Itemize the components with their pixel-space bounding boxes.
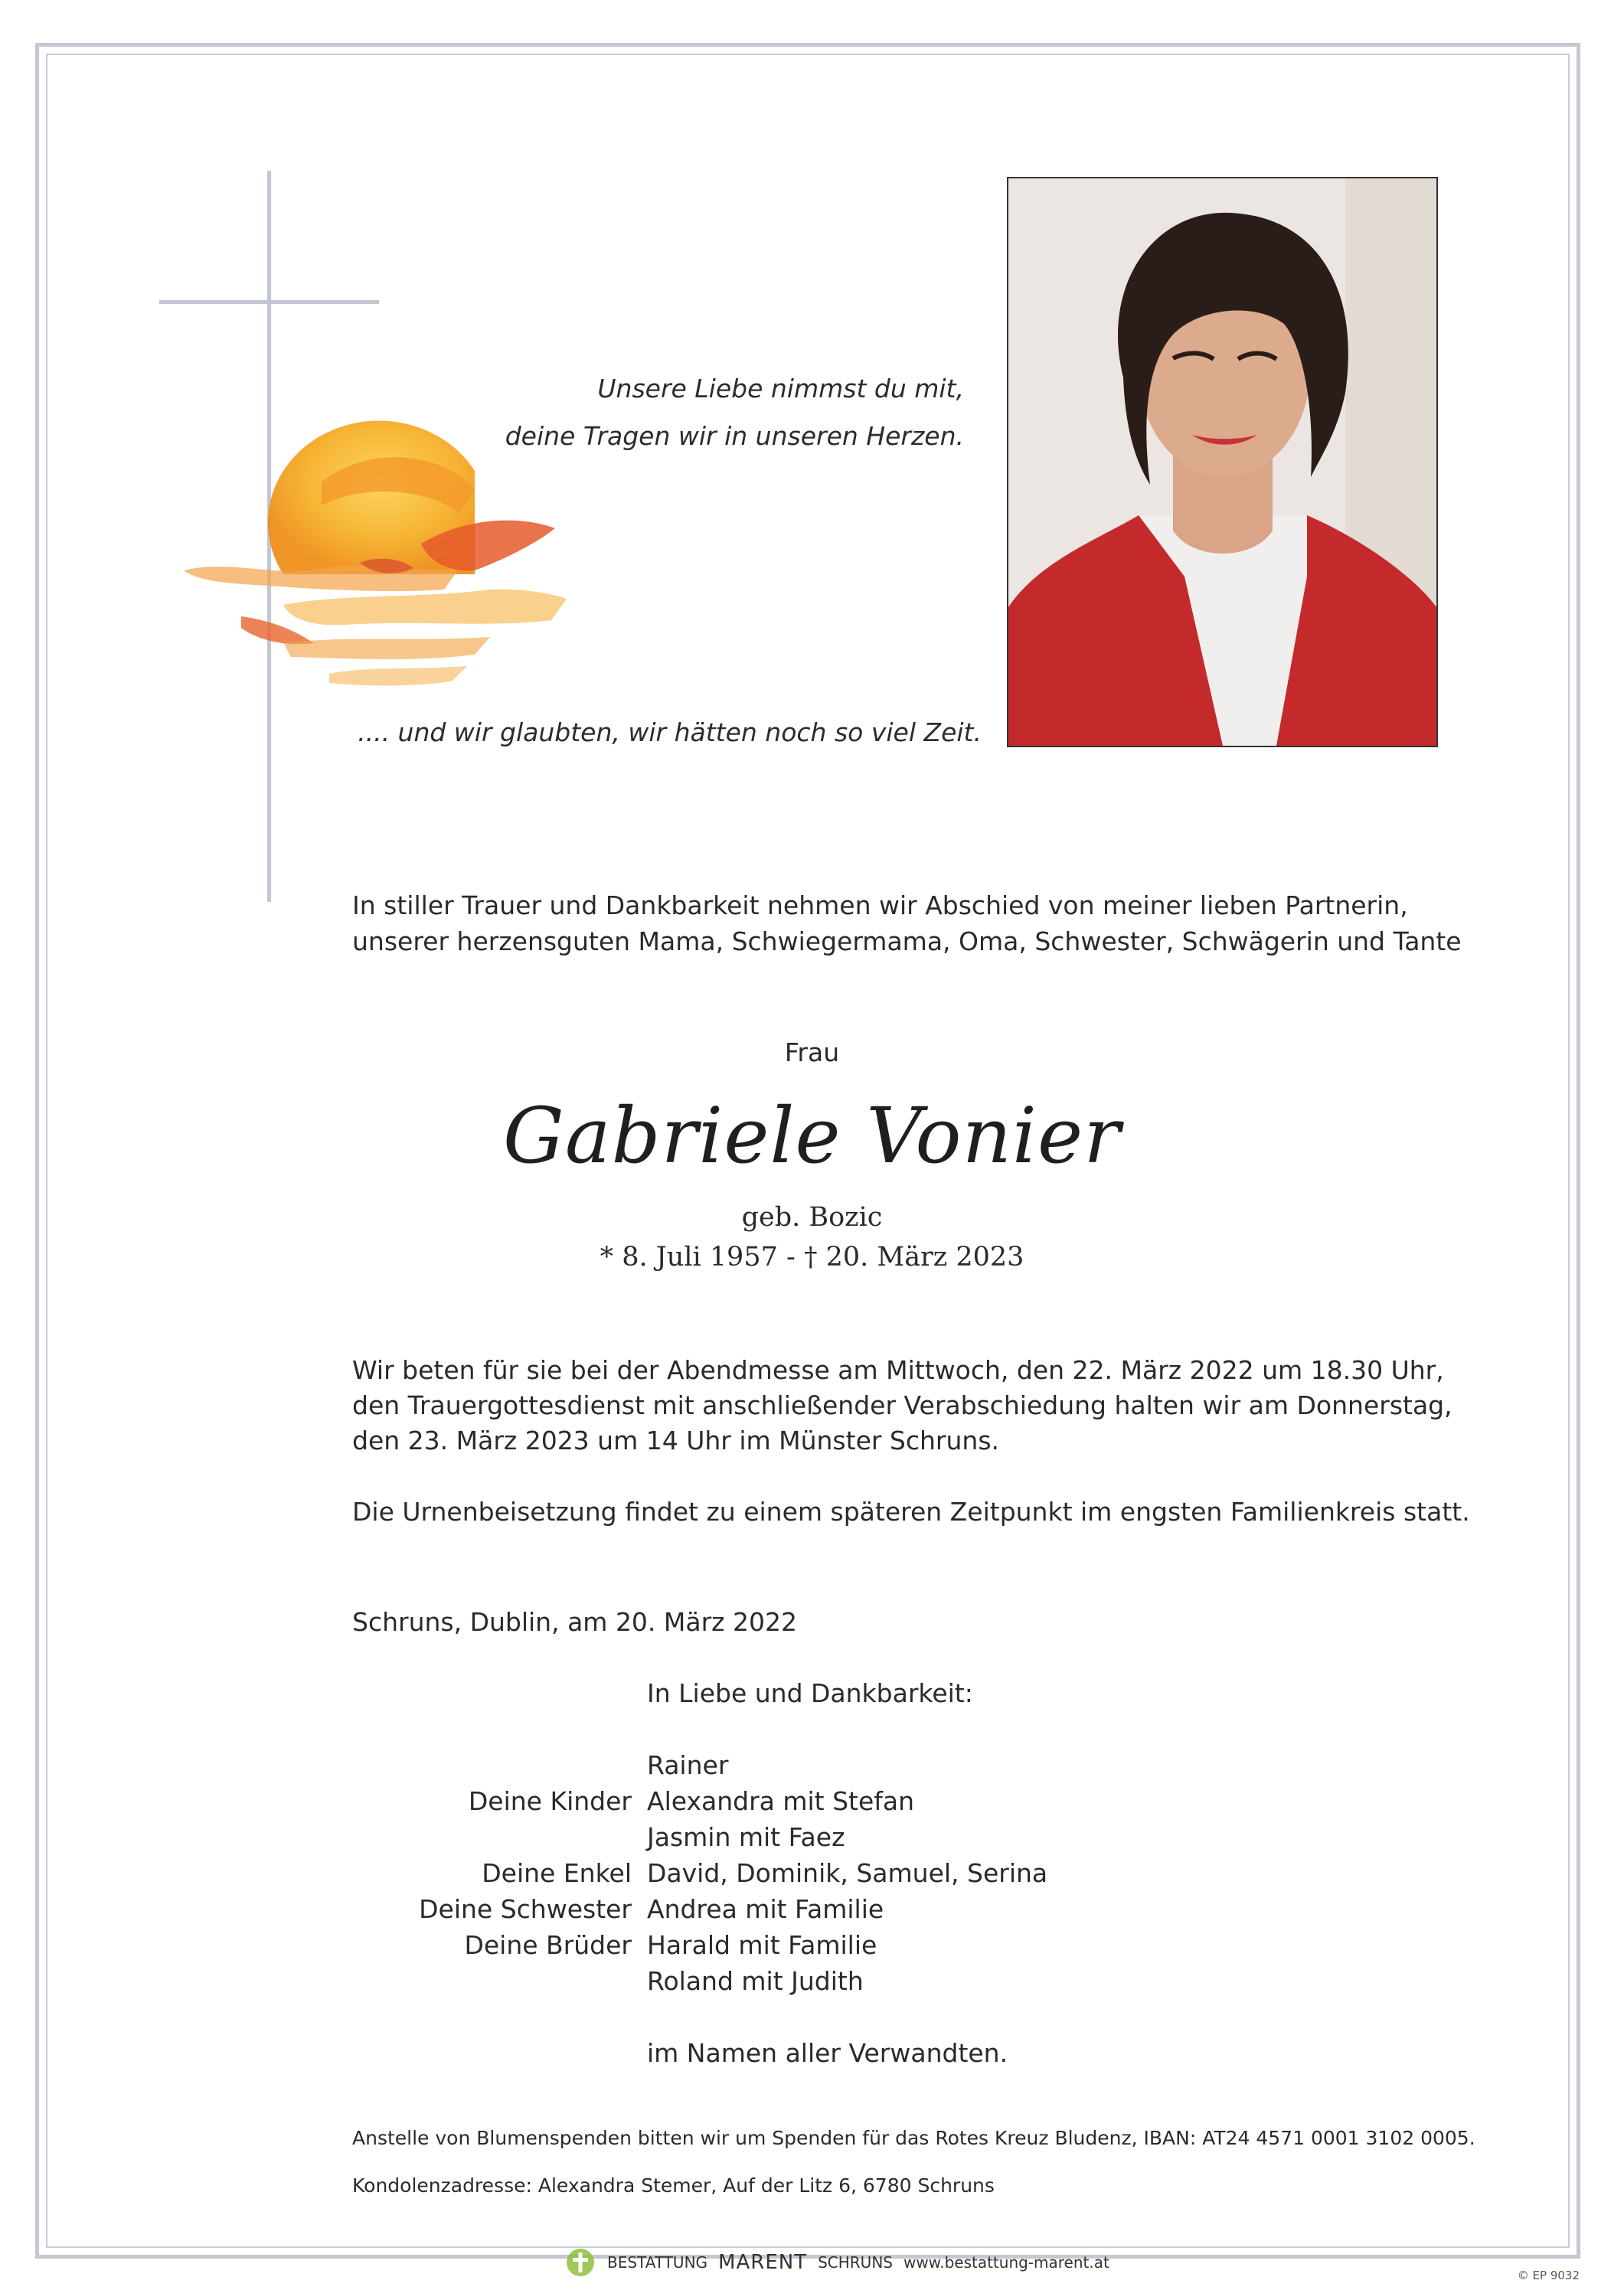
footer-prefix: BESTATTUNG [607,2253,708,2272]
intro-line-1: In stiller Trauer und Dankbarkeit nehmen wir Abschied von meiner lieben Partnerin, [352,890,1408,920]
footer-url-link[interactable]: www.bestattung-marent.at [903,2253,1109,2272]
life-dates: * 8. Juli 1957 - † 20. März 2023 [600,1242,1024,1272]
service-line-1: Wir beten für sie bei der Abendmesse am Mittwoch, den 22. März 2022 um 18.30 Uhr, [352,1355,1444,1385]
family-label-brothers: Deine Brüder [464,1930,632,1960]
print-code: © EP 9032 [1517,2269,1580,2282]
family-relatives: im Namen aller Verwandten. [647,2038,1008,2068]
footer-town: SCHRUNS [818,2253,893,2272]
footer-brand: MARENT [718,2251,808,2274]
footer-bar [564,2247,1109,2278]
birth-name: geb. Bozic [741,1202,883,1233]
family-grandchildren: David, Dominik, Samuel, Serina [647,1858,1048,1888]
family-brother-2: Roland mit Judith [647,1966,864,1996]
family-sister: Andrea mit Familie [647,1894,884,1924]
quote-line-3: .... und wir glaubten, wir hätten noch so viel Zeit. [358,717,982,747]
cross-horizontal-bar [159,300,379,304]
deceased-name: Gabriele Vonier [502,1091,1122,1181]
funeral-home-logo-icon [564,2246,596,2279]
intro-line-2: unserer herzensguten Mama, Schwiegermama, Oma, Schwester, Schwägerin und Tante [352,926,1462,956]
quote-line-2: deine Tragen wir in unseren Herzen. [505,421,964,451]
condolence-address: Kondolenzadresse: Alexandra Stemer, Auf der Litz 6, 6780 Schruns [352,2174,995,2197]
quote-line-1: Unsere Liebe nimmst du mit, [597,374,964,403]
family-child-1: Alexandra mit Stefan [647,1786,915,1816]
family-label-sister: Deine Schwester [419,1894,632,1924]
salutation: Frau [784,1037,840,1067]
family-label-children: Deine Kinder [468,1786,632,1816]
service-line-2: den Trauergottesdienst mit anschließender Verabschiedung halten wir am Donnerstag, [352,1390,1452,1420]
closing-line: In Liebe und Dankbarkeit: [647,1678,973,1708]
family-brother-1: Harald mit Familie [647,1930,877,1960]
family-partner: Rainer [647,1750,729,1780]
donation-note: Anstelle von Blumenspenden bitten wir um Spenden für das Rotes Kreuz Bludenz, IBAN: AT24 4571 0001 3102 0005. [352,2127,1475,2149]
family-label-grandchildren: Deine Enkel [482,1858,632,1888]
urn-burial-note: Die Urnenbeisetzung findet zu einem späteren Zeitpunkt im engsten Familienkreis statt. [352,1497,1470,1527]
place-and-date: Schruns, Dublin, am 20. März 2022 [352,1607,797,1637]
family-child-2: Jasmin mit Faez [647,1822,845,1852]
service-line-3: den 23. März 2023 um 14 Uhr im Münster Schruns. [352,1426,1000,1455]
portrait-photo [1007,177,1438,747]
